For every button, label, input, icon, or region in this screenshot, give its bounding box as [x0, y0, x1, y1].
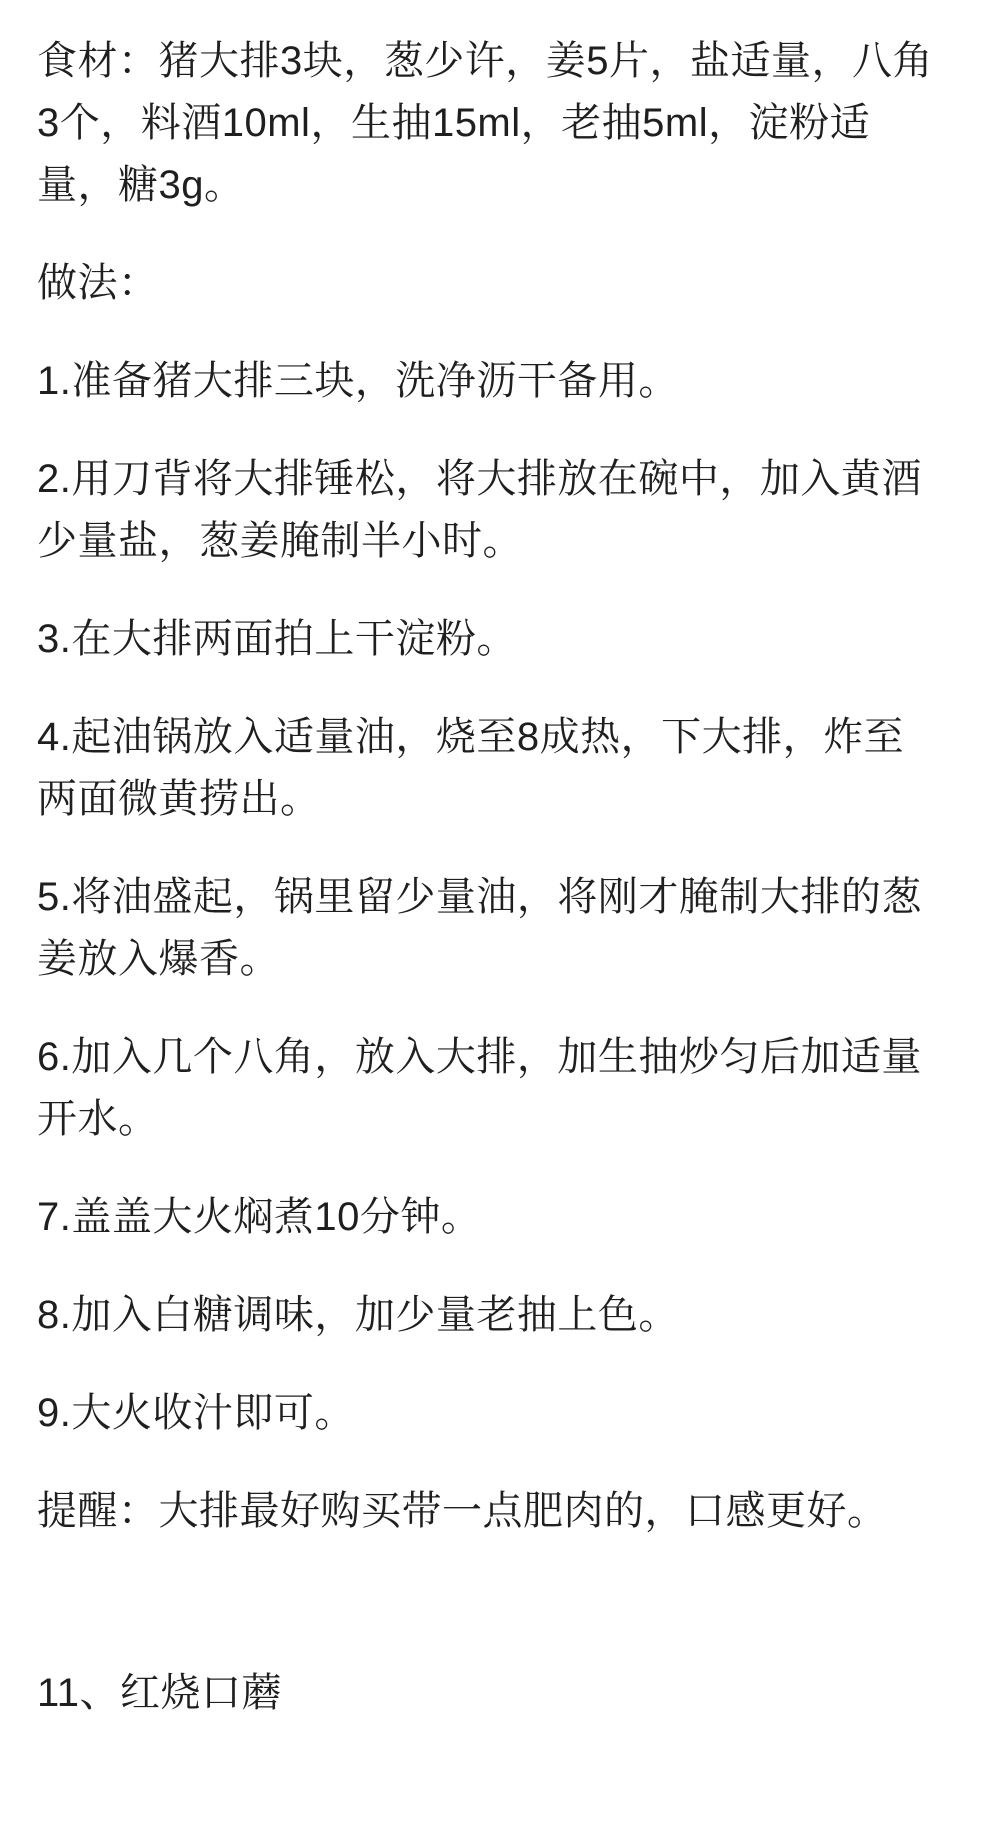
- paragraph-step-2: [37, 448, 962, 572]
- method-label-line: 做法：: [37, 261, 159, 305]
- step-8-line-1: 8.加入白糖调味，加少量老抽上色。: [37, 1293, 679, 1337]
- paragraph-step-4: [37, 706, 962, 830]
- paragraph-step-9: [37, 1382, 962, 1444]
- paragraph-step-6: [37, 1026, 962, 1150]
- tip-line-1: 提醒：大排最好购买带一点肥肉的，口感更好。: [37, 1489, 888, 1533]
- step-7-line-1: 7.盖盖大火焖煮10分钟。: [37, 1195, 482, 1239]
- next-recipe-title-line: 11、红烧口蘑: [37, 1671, 283, 1715]
- step-5-line-1: 5.将油盛起，锅里留少量油，将刚才腌制大排的葱: [37, 875, 922, 919]
- step-6-line-1: 6.加入几个八角，放入大排，加生抽炒匀后加适量: [37, 1035, 922, 1079]
- step-6-line-2: 开水。: [37, 1097, 159, 1141]
- paragraph-step-3: [37, 608, 962, 670]
- paragraph-step-5: [37, 866, 962, 990]
- step-3-line-1: 3.在大排两面拍上干淀粉。: [37, 617, 517, 661]
- paragraph-step-1: [37, 350, 962, 412]
- paragraph-step-7: [37, 1186, 962, 1248]
- step-2-line-1: 2.用刀背将大排锤松，将大排放在碗中，加入黄酒: [37, 457, 922, 501]
- paragraph-ingredients: [37, 30, 962, 216]
- ingredients-line-1: 食材：猪大排3块，葱少许，姜5片，盐适量，八角: [37, 39, 933, 83]
- step-4-line-1: 4.起油锅放入适量油，烧至8成热，下大排，炸至: [37, 715, 905, 759]
- paragraph-method-label: [37, 252, 962, 314]
- step-9-line-1: 9.大火收汁即可。: [37, 1391, 355, 1435]
- step-5-line-2: 姜放入爆香。: [37, 937, 280, 981]
- paragraph-tip: [37, 1480, 962, 1542]
- paragraph-step-8: [37, 1284, 962, 1346]
- step-4-line-2: 两面微黄捞出。: [37, 777, 321, 821]
- paragraph-next-recipe-title: [37, 1662, 962, 1724]
- step-1-line-1: 1.准备猪大排三块，洗净沥干备用。: [37, 359, 679, 403]
- section-gap: [37, 1578, 962, 1662]
- step-2-line-2: 少量盐，葱姜腌制半小时。: [37, 519, 523, 563]
- ingredients-line-3: 量，糖3g。: [37, 163, 245, 207]
- ingredients-line-2: 3个，料酒10ml，生抽15ml，老抽5ml，淀粉适: [37, 101, 871, 145]
